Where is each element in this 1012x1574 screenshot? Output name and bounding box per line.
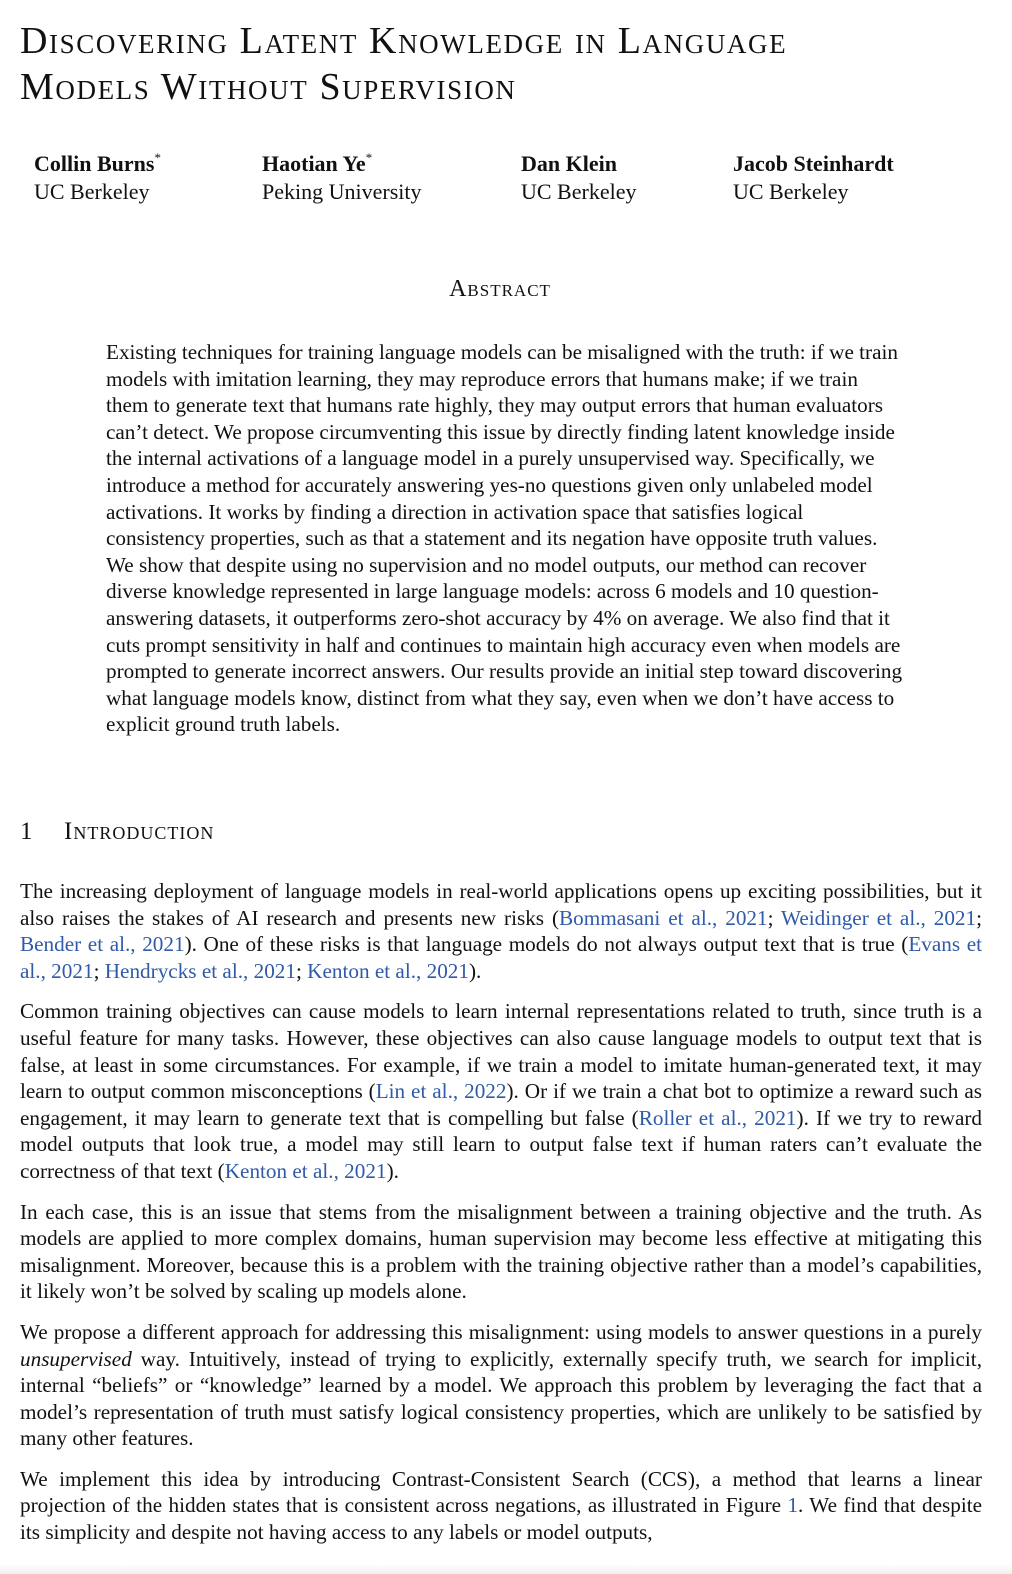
author-name: Collin Burns — [34, 151, 155, 176]
text-run: ). — [469, 958, 482, 983]
citation-link[interactable]: Kenton et al., 2021 — [224, 1158, 387, 1183]
paragraph-1 — [20, 878, 982, 984]
text-run: ; — [295, 958, 308, 983]
title-line-2: Models Without Supervision — [20, 66, 517, 108]
text-run: Common training objectives can cause models to learn internal representations related to truth, since truth is a useful feature for many tasks. However, these objectives can also cause language models to output text that is false, at least in some circumstances. For example, if we train a model to imitate human-generated text, it may learn to output common misconceptions ( — [20, 999, 982, 1104]
paragraph-3: In each case, this is an issue that stems from the misalignment between a training objective and the truth. As models are applied to more complex domains, human supervision may become less effective at mitigating this misalignment. Moreover, because this is a problem with the training objective rather than a model’s capabilities, it likely won’t be solved by scaling up models alone. — [20, 1199, 982, 1304]
citation-link[interactable]: Bommasani et al., 2021 — [559, 905, 768, 930]
citation-link[interactable]: Lin et al., 2022 — [375, 1079, 507, 1104]
citation-link[interactable]: Hendrycks et al., 2021 — [104, 958, 296, 983]
section-number: 1 — [20, 818, 34, 845]
citation-link[interactable]: Bender et al., 2021 — [20, 932, 185, 957]
author-affiliation: Peking University — [262, 179, 422, 204]
text-run: ). If we try to reward model outputs that look true, a model may still learn to output false text if human raters can’t evaluate the correctness of that text ( — [20, 1105, 982, 1183]
text-run: ). One of these risks is that language models do not always output text that is true ( — [184, 932, 909, 957]
text-run: We implement this idea by introducing Contrast-Consistent Search (CCS), a method that learns a linear projection of the hidden states that is consistent across negations, as illustrated in Figure — [20, 1466, 982, 1518]
section-title: Introduction — [64, 818, 215, 845]
author-4 — [733, 150, 894, 206]
text-run: ). — [386, 1158, 399, 1183]
author-1 — [34, 150, 161, 206]
author-name: Jacob Steinhardt — [733, 151, 894, 176]
text-run: ; — [93, 958, 105, 983]
text-run: ; — [767, 905, 782, 930]
paragraph-4 — [20, 1319, 982, 1452]
text-run: ). Or if we train a chat bot to optimize a reward such as engagement, it may learn to generate text that is compelling but false ( — [20, 1079, 982, 1130]
text-run: way. Intuitively, instead of trying to explicitly, externally specify truth, we search for implicit, internal “beliefs” or “knowledge” learned by a model. We approach this problem by leveraging the fact that a model’s representation of truth must satisfy logical consistency properties, which are unlikely to be satisfied by many other features. — [20, 1346, 982, 1451]
citation-link[interactable]: Evans et al., 2021 — [20, 932, 983, 983]
introduction-body — [20, 878, 982, 1560]
abstract-heading: Abstract — [449, 276, 551, 302]
equal-contribution-mark: * — [365, 150, 373, 165]
equal-contribution-mark: * — [154, 150, 161, 165]
abstract-text: Existing techniques for training language models can be misaligned with the truth: if we train models with imitation learning, they may reproduce errors that humans make; if we train them to generate text that humans rate highly, they may output errors that human evaluators can’t detect. We propose circumventing this issue by directly finding latent knowledge inside the internal activations of a language model in a purely unsupervised way. Specifically, we introduce a method for accurately answering yes-no questions given only unlabeled model activations. It works by finding a direction in activation space that satisfies logical consistency properties, such as that a statement and its negation have opposite truth values. We show that despite using no supervision and no model outputs, our method can recover diverse knowledge represented in large language models: across 6 models and 10 question-answering datasets, it outperforms zero-shot accuracy by 4% on average. We also find that it cuts prompt sensitivity in half and continues to maintain high accuracy even when models are prompted to generate incorrect answers. Our results provide an initial step toward discovering what language models know, distinct from what they say, even when we don’t have access to explicit ground truth labels. — [106, 340, 903, 737]
title-line-1: Discovering Latent Knowledge in Language — [20, 20, 788, 62]
author-name: Haotian Ye — [262, 151, 366, 176]
author-affiliation: UC Berkeley — [34, 179, 150, 204]
figure-reference-link[interactable]: 1 — [787, 1493, 799, 1518]
author-2 — [262, 150, 422, 206]
section-heading-introduction — [20, 818, 214, 846]
paragraph-2 — [20, 998, 982, 1184]
page-bottom-shadow — [0, 1564, 1012, 1574]
author-affiliation: UC Berkeley — [521, 179, 637, 204]
text-run: We propose a different approach for addressing this misalignment: using models to answer questions in a purely — [20, 1319, 982, 1344]
text-run: The increasing deployment of language models in real-world applications opens up exciting possibilities, but it also raises the stakes of AI research and presents new risks ( — [20, 879, 982, 930]
author-block — [0, 150, 1012, 210]
emphasis: unsupervised — [20, 1346, 132, 1371]
citation-link[interactable]: Roller et al., 2021 — [638, 1105, 797, 1130]
text-run: . We find that despite its simplicity and despite not having access to any labels or model outputs, — [20, 1493, 982, 1545]
author-name: Dan Klein — [521, 151, 617, 176]
paragraph-5 — [20, 1466, 982, 1546]
author-affiliation: UC Berkeley — [733, 179, 849, 204]
citation-link[interactable]: Kenton et al., 2021 — [307, 958, 469, 983]
paper-title — [20, 0, 982, 110]
text-run: ; — [976, 905, 982, 930]
author-3 — [521, 150, 636, 206]
citation-link[interactable]: Weidinger et al., 2021 — [781, 905, 977, 930]
